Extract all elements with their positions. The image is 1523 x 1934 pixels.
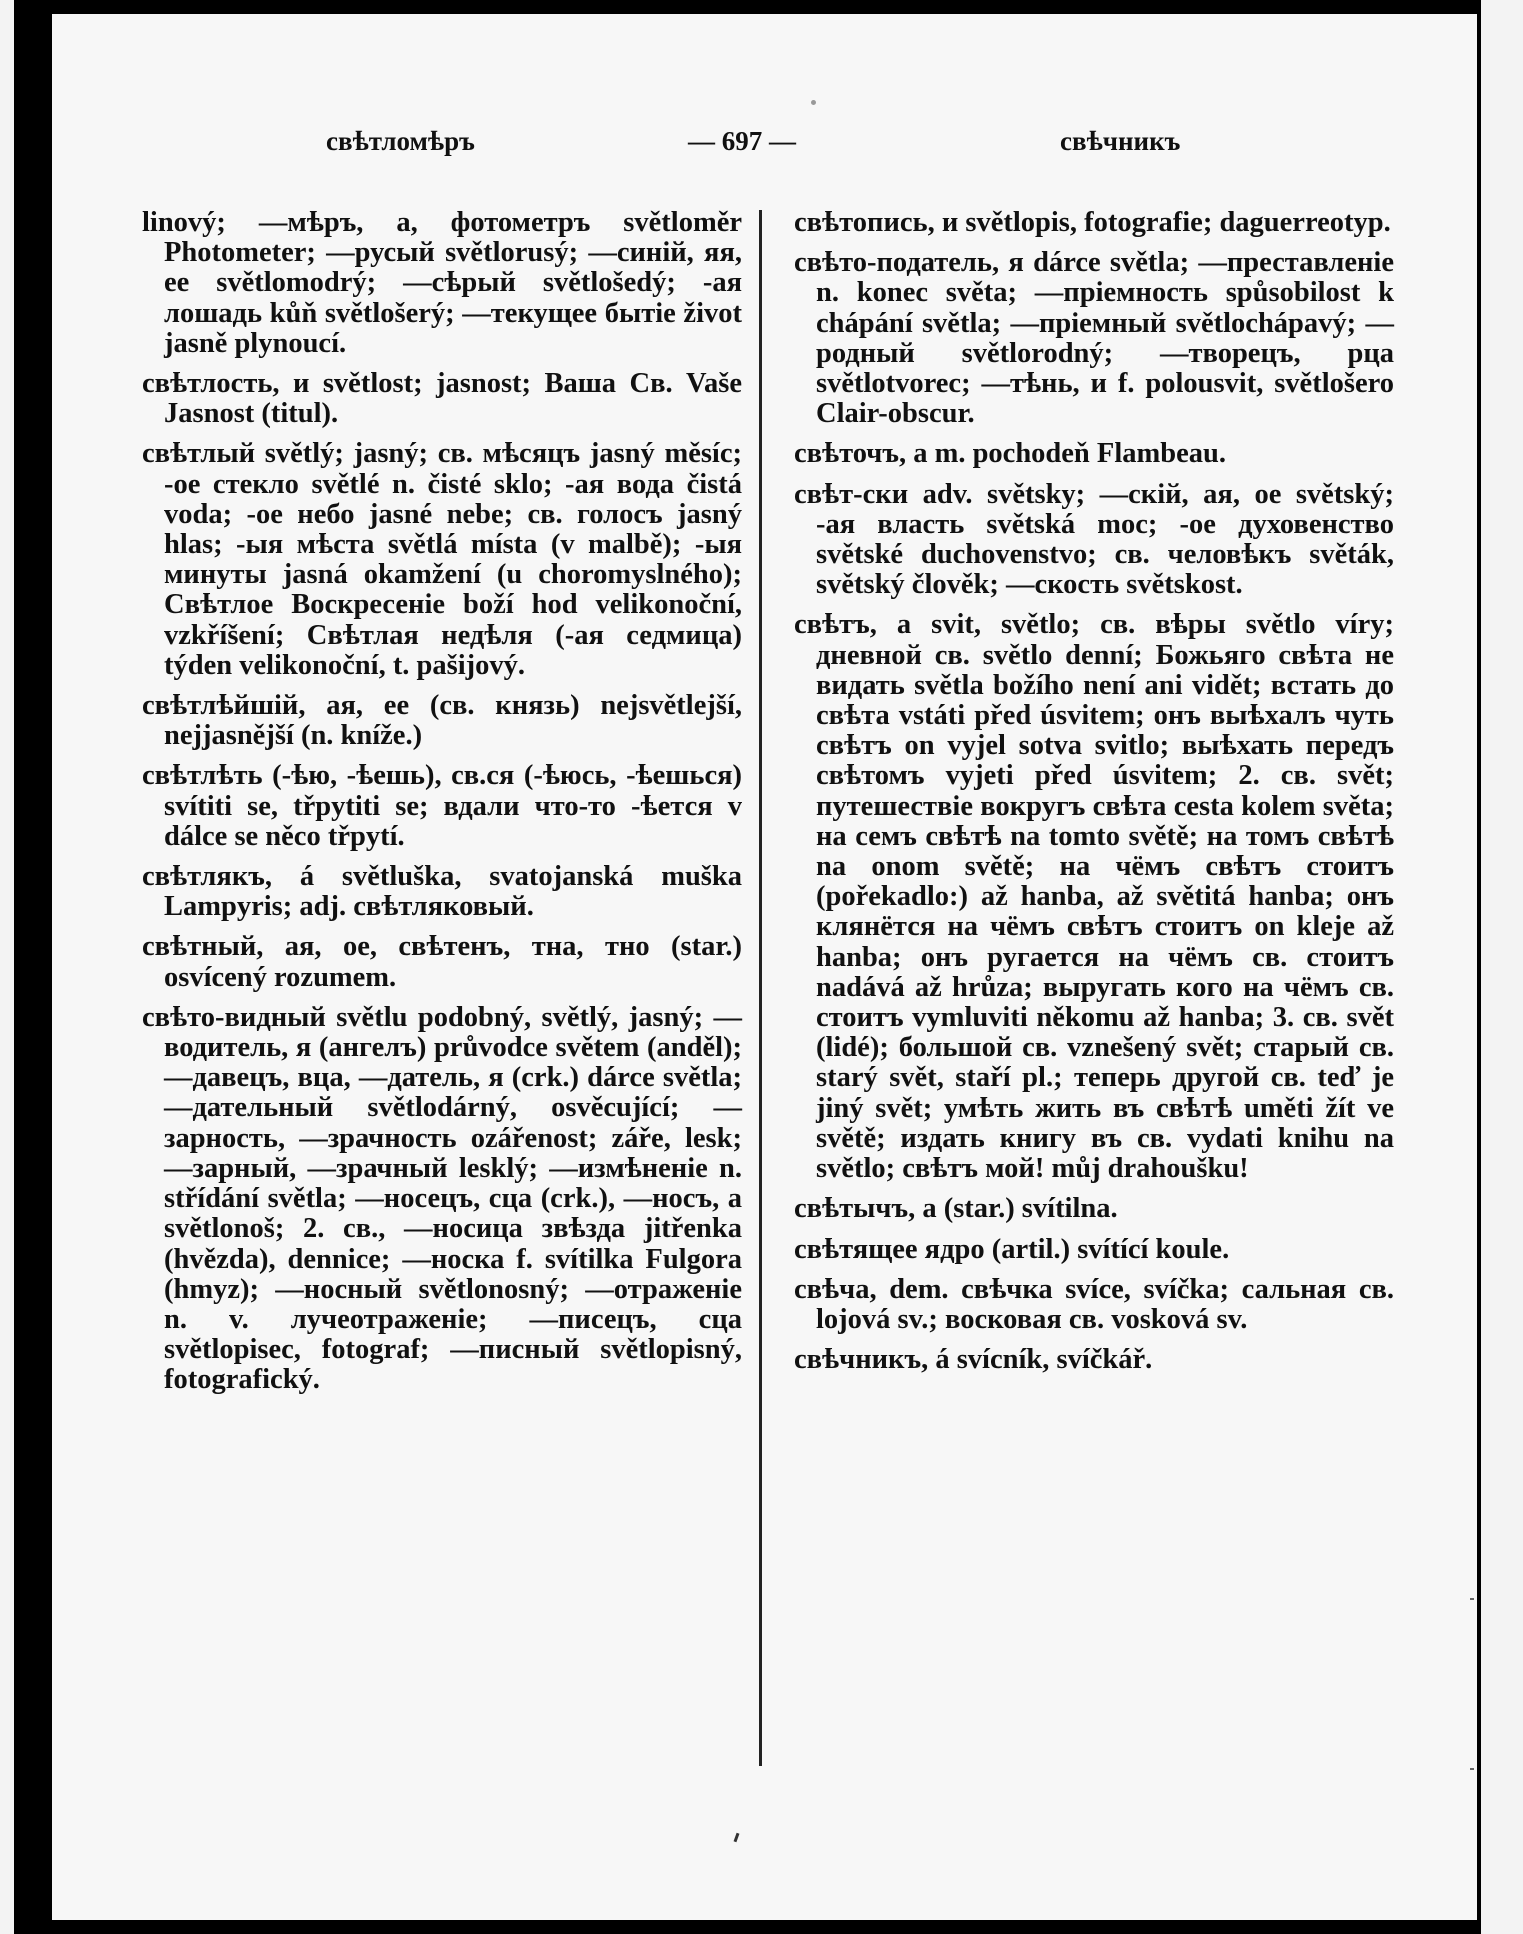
dictionary-entry: свѣтъ, а svit, světlo; св. вѣры světlo víry; дневной св. světlo denní; Божьяго свѣта не видать světla božího není ani vidět; встать до свѣта vstáti před úsvitem; онъ выѣхалъ чуть свѣтъ on vyjel sotva svitlo; выѣхать передъ свѣтомъ vyjeti před úsvitem; 2. св. svět; путешествіе вокругъ свѣта cesta kolem světa; на семъ свѣтѣ na tomto světě; на томъ свѣтѣ na onom světě; на чёмъ свѣтъ стоитъ (pořekadlo:) až hanba, až světitá hanba; онъ клянётся на чёмъ свѣтъ стоитъ on kleje až hanba; онъ ругается на чёмъ св. стоитъ nadává až hrůza; выругать кого на чёмъ св. стоитъ vymluviti někomu až hanba; 3. св. svět (lidé); большой св. vznešený svět; старый св. starý svět, staří pl.; теперь другой св. teď je jiný svět; умѣть жить въ свѣтѣ uměti žít ve světě; издать книгу въ св. vydati knihu na světlo; свѣтъ мой! můj drahoušku! (794, 609, 1394, 1185)
header-left-guideword: свѣтломѣръ (326, 126, 475, 156)
dictionary-entry: свѣтлый světlý; jasný; св. мѣсяцъ jasný měsíc; -ое стекло světlé n. čisté sklo; -ая вода čistá voda; -ое небо jasné nebe; св. голосъ jasný hlas; -ыя мѣста světlá místa (v malbě); -ыя минуты jasná okamžení (u choromyslného); Свѣтлое Воскресеніе boží hod velikonoční, vzkříšení; Свѣтлая недѣля (-ая седмица) týden velikonoční, t. pašijový. (142, 438, 742, 681)
right-column (794, 208, 1394, 1385)
page-number: — 697 — (688, 126, 796, 156)
dictionary-entry: свѣчникъ, á svícník, svíčkář. (794, 1344, 1153, 1376)
left-column (142, 208, 742, 1406)
dictionary-entry: свѣто-видный světlu podobný, světlý, jasný; —водитель, я (ангелъ) průvodce světem (anděl); —давецъ, вца, —датель, я (crk.) dárce světla; —дательный světlodárný, osvěcující; —зарность, —зрачность ozářenost; záře, lesk; —зарный, —зрачный lesklý; —измѣненіе n. střídání světla; —носецъ, сца (crk.), —носъ, а světlonoš; 2. св., —носица звѣзда jitřenka (hvězda), dennice; —носка f. svítilka Fulgora (hmyz); —носный světlonosný; —отраженіе n. v. лучеотраженіе; —писецъ, сца světlopisec, fotograf; —писный světlopisný, fotografický. (142, 1001, 742, 1396)
running-head (60, 126, 1490, 166)
dictionary-entry: свѣтный, ая, ое, свѣтенъ, тна, тно (star.) osvícený rozumem. (142, 931, 742, 993)
dictionary-entry: свѣт-ски adv. světsky; —скій, ая, ое světský; -ая власть světská moc; -ое духовенство světské duchovenstvo; св. человѣкъ světák, světský člověk; —скость světskost. (794, 478, 1394, 601)
dictionary-entry: свѣтлякъ, á světluška, svatojanská muška Lampyris; adj. свѣтляковый. (142, 861, 742, 923)
dictionary-entry: свѣтлѣть (-ѣю, -ѣешь), св.ся (-ѣюсь, -ѣешься) svítiti se, třpytiti se; вдали что-то -ѣется v dálce se něco třpytí. (142, 760, 742, 852)
column-divider (759, 210, 762, 1766)
dictionary-entry: свѣтлость, и světlost; jasnost; Ваша Св. Vaše Jasnost (titul). (142, 368, 742, 430)
margin-mark (1470, 1768, 1474, 1770)
dictionary-entry: свѣтлѣйшій, ая, ее (св. князь) nejsvětlejší, nejjasnější (n. kníže.) (142, 690, 742, 752)
margin-mark (1470, 1598, 1474, 1600)
dictionary-entry: linový; —мѣръ, а, фотометръ světloměr Photometer; —русый světlorusý; —синій, яя, ее světlomodrý; —сѣрый světlošedý; -ая лошадь kůň světlošerý; —текущее бытіе život jasně plynoucí. (142, 207, 742, 359)
dictionary-entry: свѣто-податель, я dárce světla; —преставленіе n. konec světa; —пріемность spůsobilost k chápání světla; —пріемный světlochápavý; —родный světlorodný; —творецъ, рца světlotvorec; —тѣнь, и f. polousvit, světlošero Clair-obscur. (794, 247, 1394, 430)
dictionary-entry: свѣтычъ, а (star.) svítilna. (794, 1193, 1118, 1225)
dictionary-entry: свѣтящее ядро (artil.) svítící koule. (794, 1233, 1230, 1265)
dictionary-entry: свѣточъ, а m. pochodeň Flambeau. (794, 438, 1226, 470)
dictionary-entry: свѣча, dem. свѣчка svíce, svíčka; сальная св. lojová sv.; восковая св. vosková sv. (794, 1273, 1394, 1335)
right-page-edge (1475, 0, 1523, 1934)
left-page-edge (0, 0, 14, 1934)
header-right-guideword: свѣчникъ (1060, 126, 1181, 156)
dictionary-entry: свѣтопись, и světlopis, fotografie; daguerreotyp. (794, 207, 1391, 238)
print-mark (811, 100, 816, 105)
